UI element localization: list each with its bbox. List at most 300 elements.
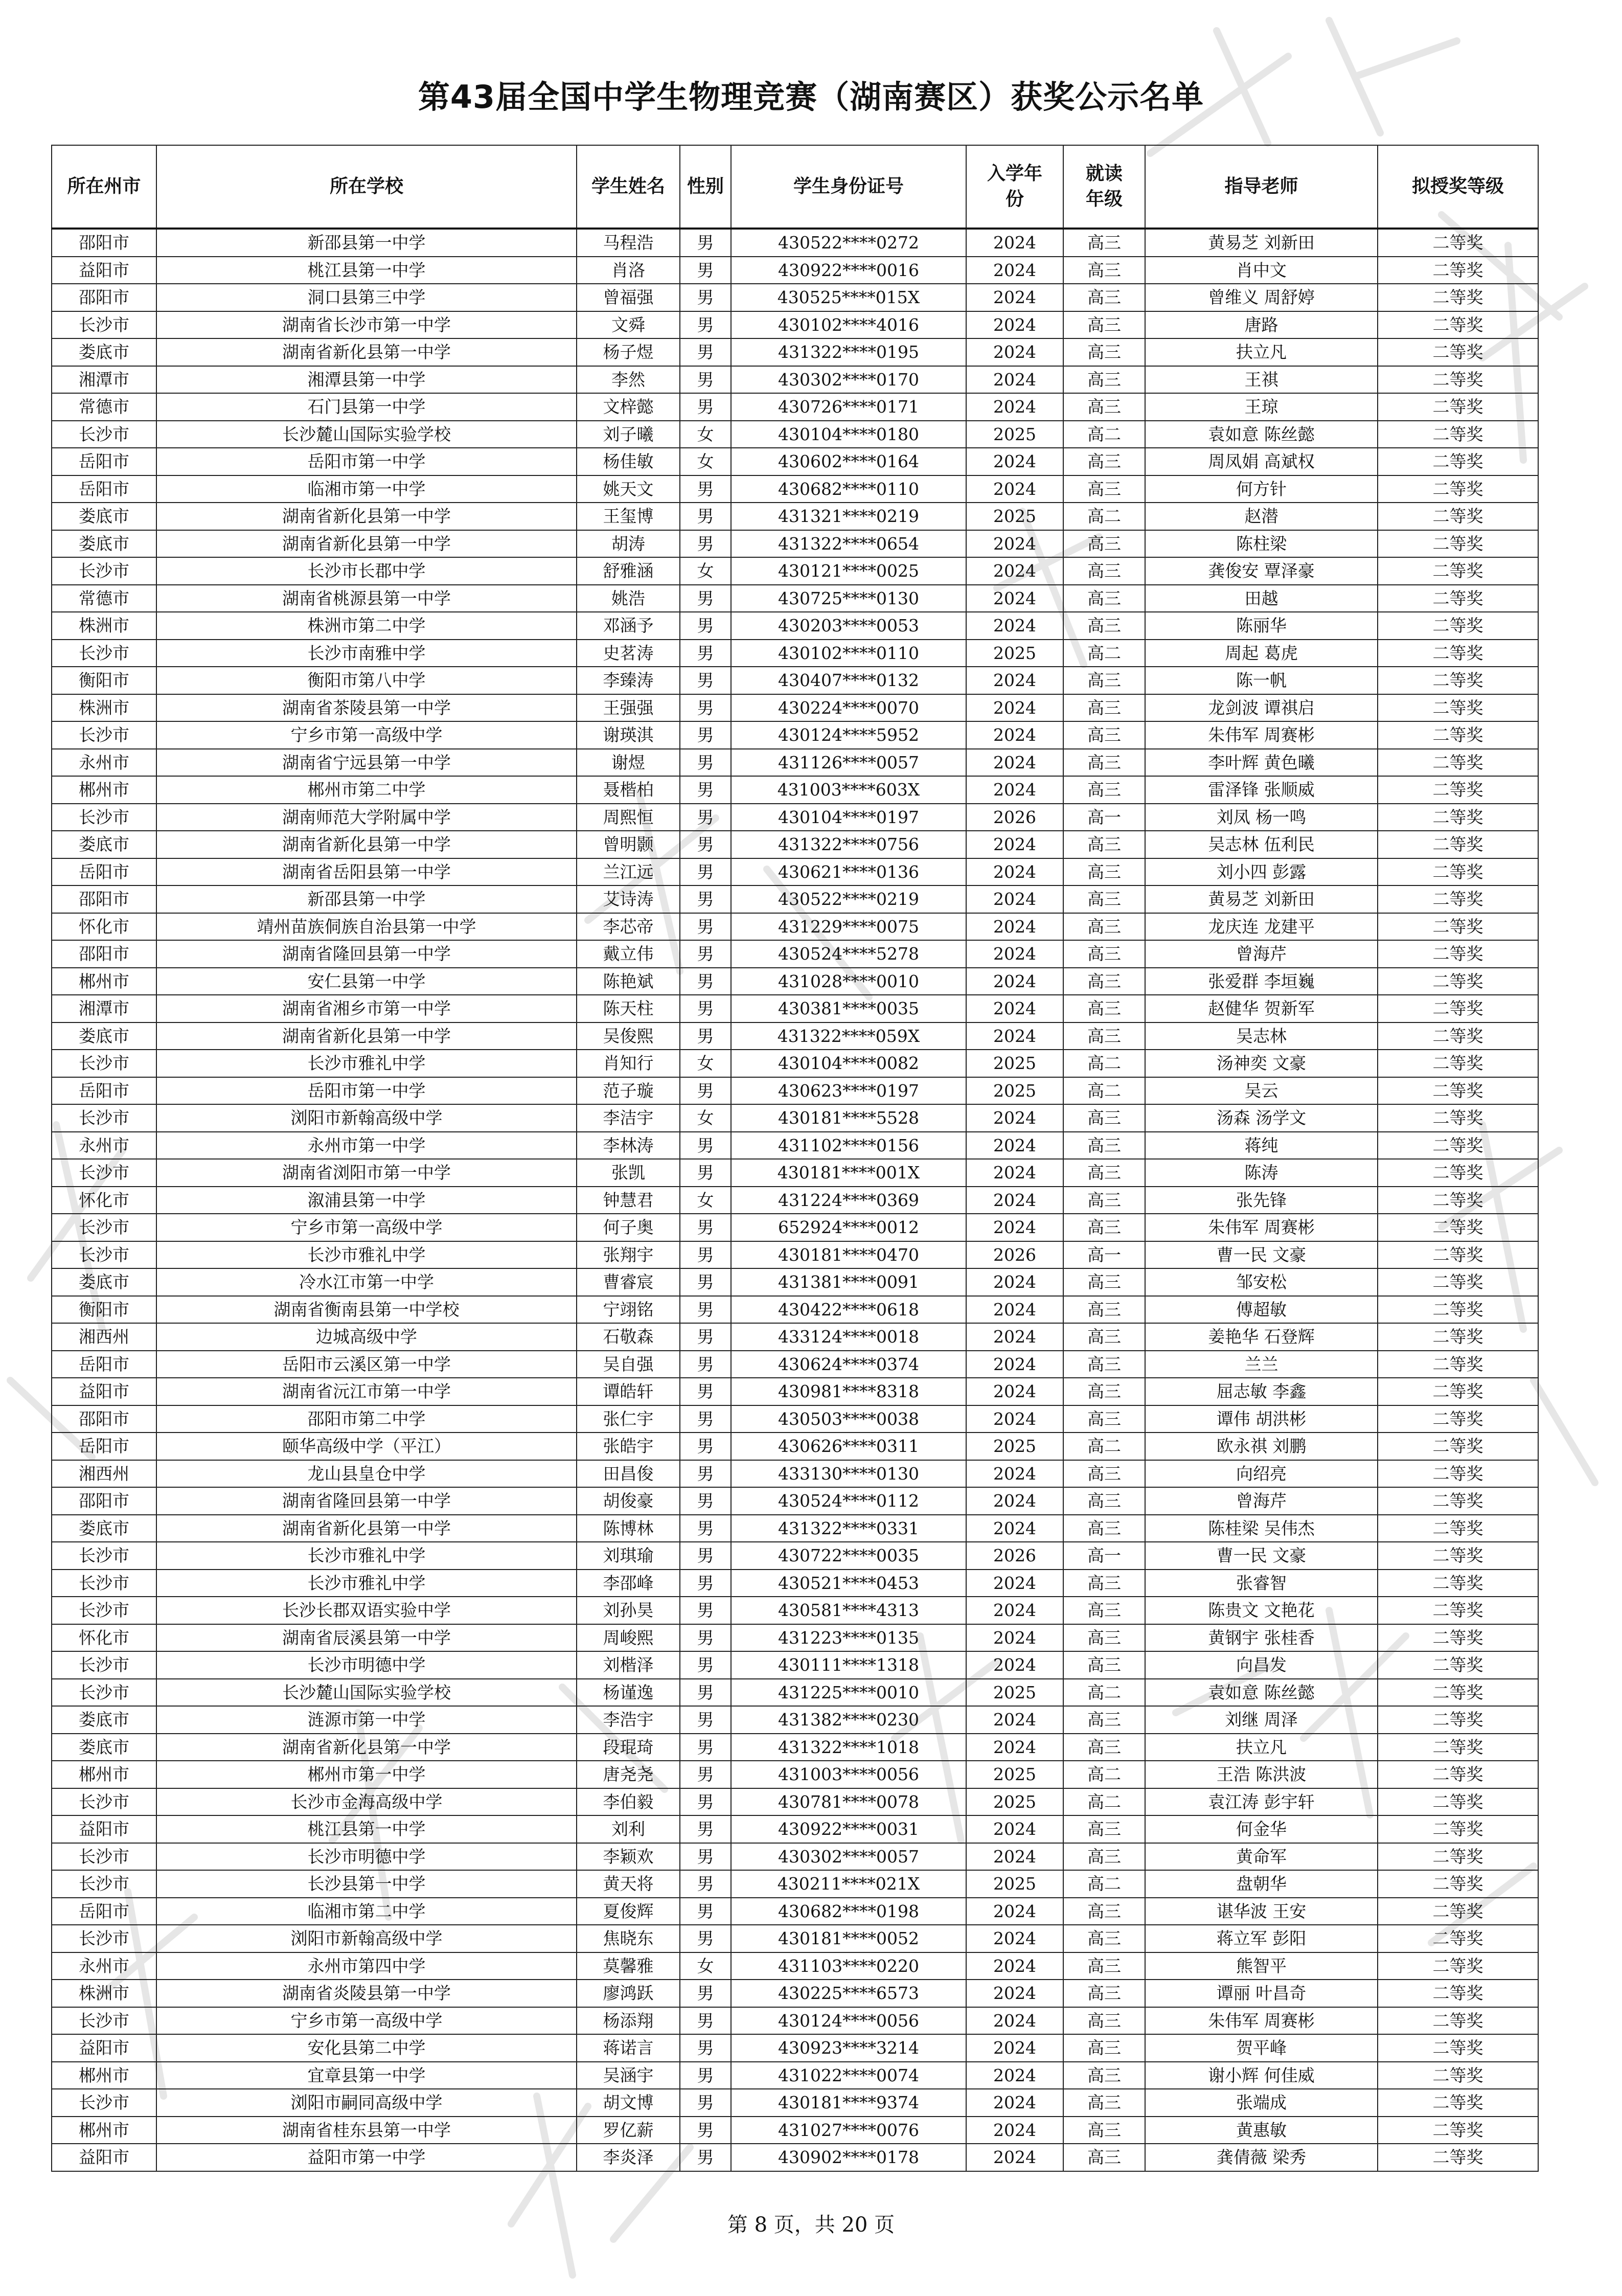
cell-gender: 男 [680, 804, 731, 831]
cell-school: 郴州市第二中学 [156, 776, 577, 804]
table-row [52, 1077, 1538, 1105]
cell-student-name: 艾诗涛 [577, 885, 680, 913]
cell-city: 岳阳市 [52, 1351, 156, 1378]
cell-enroll-year: 2024 [966, 1925, 1063, 1952]
cell-award-level: 二等奖 [1378, 1679, 1538, 1707]
cell-student-name: 刘利 [577, 1815, 680, 1843]
cell-enroll-year: 2024 [966, 2034, 1063, 2062]
cell-grade: 高三 [1063, 2007, 1145, 2035]
cell-school: 安化县第二中学 [156, 2034, 577, 2062]
cell-school: 冷水江市第一中学 [156, 1268, 577, 1296]
table-row [52, 1296, 1538, 1324]
cell-gender: 男 [680, 366, 731, 394]
table-row [52, 1734, 1538, 1761]
cell-student-name: 段琨琦 [577, 1734, 680, 1761]
cell-instructor: 谌华波 王安 [1145, 1898, 1378, 1925]
cell-instructor: 陈贵文 文艳花 [1145, 1597, 1378, 1624]
cell-student-name: 姚天文 [577, 475, 680, 503]
cell-city: 益阳市 [52, 2034, 156, 2062]
cell-grade: 高三 [1063, 995, 1145, 1022]
cell-school: 颐华高级中学（平江） [156, 1433, 577, 1460]
cell-school: 宁乡市第一高级中学 [156, 2007, 577, 2035]
table-row [52, 1323, 1538, 1351]
cell-instructor: 谭伟 胡洪彬 [1145, 1405, 1378, 1433]
cell-student-name: 刘楷泽 [577, 1651, 680, 1679]
cell-gender: 男 [680, 721, 731, 749]
cell-instructor: 兰兰 [1145, 1351, 1378, 1378]
cell-student-name: 李洁宇 [577, 1104, 680, 1132]
cell-gender: 男 [680, 1378, 731, 1405]
cell-id-number: 430602****0164 [731, 448, 966, 475]
cell-student-name: 胡俊豪 [577, 1487, 680, 1515]
cell-school: 溆浦县第一中学 [156, 1187, 577, 1214]
cell-id-number: 431322****1018 [731, 1734, 966, 1761]
table-row [52, 1268, 1538, 1296]
table-row [52, 1788, 1538, 1816]
cell-instructor: 周凤娟 高斌权 [1145, 448, 1378, 475]
cell-gender: 男 [680, 1132, 731, 1160]
cell-grade: 高三 [1063, 1460, 1145, 1488]
cell-award-level: 二等奖 [1378, 612, 1538, 640]
cell-city: 长沙市 [52, 557, 156, 585]
cell-award-level: 二等奖 [1378, 1788, 1538, 1816]
cell-city: 益阳市 [52, 1378, 156, 1405]
cell-grade: 高三 [1063, 776, 1145, 804]
cell-id-number: 431322****0756 [731, 831, 966, 858]
cell-award-level: 二等奖 [1378, 1022, 1538, 1050]
cell-grade: 高三 [1063, 940, 1145, 968]
cell-enroll-year: 2024 [966, 1351, 1063, 1378]
cell-gender: 男 [680, 1022, 731, 1050]
cell-grade: 高二 [1063, 1679, 1145, 1707]
cell-gender: 男 [680, 1925, 731, 1952]
cell-grade: 高二 [1063, 1077, 1145, 1105]
table-row [52, 1022, 1538, 1050]
cell-city: 衡阳市 [52, 667, 156, 694]
cell-school: 长沙市雅礼中学 [156, 1542, 577, 1570]
cell-student-name: 谢瑛淇 [577, 721, 680, 749]
cell-city: 长沙市 [52, 1214, 156, 1241]
cell-school: 桃江县第一中学 [156, 1815, 577, 1843]
cell-city: 长沙市 [52, 1843, 156, 1871]
cell-enroll-year: 2024 [966, 1515, 1063, 1542]
cell-enroll-year: 2024 [966, 1487, 1063, 1515]
cell-grade: 高三 [1063, 885, 1145, 913]
cell-city: 娄底市 [52, 338, 156, 366]
cell-award-level: 二等奖 [1378, 2144, 1538, 2171]
cell-school: 湖南师范大学附属中学 [156, 804, 577, 831]
cell-city: 岳阳市 [52, 858, 156, 886]
cell-student-name: 焦晓东 [577, 1925, 680, 1952]
cell-grade: 高三 [1063, 612, 1145, 640]
cell-gender: 男 [680, 940, 731, 968]
cell-enroll-year: 2025 [966, 1077, 1063, 1105]
cell-student-name: 李伯毅 [577, 1788, 680, 1816]
cell-gender: 女 [680, 421, 731, 448]
cell-student-name: 何子奥 [577, 1214, 680, 1241]
cell-enroll-year: 2024 [966, 1980, 1063, 2007]
cell-instructor: 张先锋 [1145, 1187, 1378, 1214]
cell-enroll-year: 2024 [966, 1187, 1063, 1214]
cell-enroll-year: 2024 [966, 1022, 1063, 1050]
table-row [52, 1159, 1538, 1187]
cell-city: 娄底市 [52, 1268, 156, 1296]
cell-school: 浏阳市新翰高级中学 [156, 1104, 577, 1132]
cell-instructor: 王浩 陈洪波 [1145, 1761, 1378, 1788]
cell-student-name: 舒雅涵 [577, 557, 680, 585]
cell-city: 娄底市 [52, 1734, 156, 1761]
cell-city: 常德市 [52, 585, 156, 612]
cell-student-name: 曾明颢 [577, 831, 680, 858]
cell-school: 长沙麓山国际实验学校 [156, 1679, 577, 1707]
cell-student-name: 杨添翔 [577, 2007, 680, 2035]
cell-id-number: 430203****0053 [731, 612, 966, 640]
cell-instructor: 曾维义 周舒婷 [1145, 284, 1378, 311]
table-row [52, 1570, 1538, 1597]
cell-award-level: 二等奖 [1378, 1132, 1538, 1160]
cell-student-name: 田昌俊 [577, 1460, 680, 1488]
cell-city: 郴州市 [52, 776, 156, 804]
cell-enroll-year: 2026 [966, 804, 1063, 831]
cell-school: 长沙市长郡中学 [156, 557, 577, 585]
table-row [52, 1761, 1538, 1788]
cell-student-name: 谭皓轩 [577, 1378, 680, 1405]
cell-instructor: 扶立凡 [1145, 338, 1378, 366]
cell-grade: 高三 [1063, 721, 1145, 749]
cell-school: 涟源市第一中学 [156, 1706, 577, 1734]
table-row [52, 229, 1538, 257]
cell-student-name: 马程浩 [577, 229, 680, 257]
cell-city: 郴州市 [52, 1761, 156, 1788]
cell-award-level: 二等奖 [1378, 1542, 1538, 1570]
cell-school: 桃江县第一中学 [156, 257, 577, 284]
cell-enroll-year: 2024 [966, 2144, 1063, 2171]
cell-id-number: 430111****1318 [731, 1651, 966, 1679]
cell-school: 浏阳市新翰高级中学 [156, 1925, 577, 1952]
cell-award-level: 二等奖 [1378, 1487, 1538, 1515]
cell-gender: 男 [680, 776, 731, 804]
cell-instructor: 陈桂梁 吴伟杰 [1145, 1515, 1378, 1542]
cell-award-level: 二等奖 [1378, 257, 1538, 284]
cell-enroll-year: 2024 [966, 311, 1063, 339]
cell-school: 湖南省茶陵县第一中学 [156, 694, 577, 722]
cell-student-name: 张凯 [577, 1159, 680, 1187]
cell-school: 湖南省沅江市第一中学 [156, 1378, 577, 1405]
cell-city: 娄底市 [52, 831, 156, 858]
cell-grade: 高三 [1063, 257, 1145, 284]
cell-gender: 男 [680, 968, 731, 995]
cell-award-level: 二等奖 [1378, 284, 1538, 311]
cell-city: 岳阳市 [52, 448, 156, 475]
table-row [52, 1405, 1538, 1433]
cell-id-number: 430211****021X [731, 1870, 966, 1898]
cell-city: 长沙市 [52, 721, 156, 749]
cell-student-name: 夏俊辉 [577, 1898, 680, 1925]
cell-student-name: 陈天柱 [577, 995, 680, 1022]
cell-grade: 高三 [1063, 694, 1145, 722]
cell-student-name: 周熙恒 [577, 804, 680, 831]
cell-enroll-year: 2025 [966, 1679, 1063, 1707]
table-row [52, 2034, 1538, 2062]
cell-student-name: 邓涵予 [577, 612, 680, 640]
cell-id-number: 430626****0311 [731, 1433, 966, 1460]
cell-grade: 高一 [1063, 1542, 1145, 1570]
cell-gender: 女 [680, 1104, 731, 1132]
cell-gender: 男 [680, 858, 731, 886]
cell-instructor: 王祺 [1145, 366, 1378, 394]
table-row [52, 1433, 1538, 1460]
cell-school: 长沙麓山国际实验学校 [156, 421, 577, 448]
table-row [52, 1050, 1538, 1077]
cell-school: 岳阳市云溪区第一中学 [156, 1351, 577, 1378]
table-row [52, 831, 1538, 858]
cell-city: 邵阳市 [52, 229, 156, 257]
cell-gender: 男 [680, 1487, 731, 1515]
cell-award-level: 二等奖 [1378, 1597, 1538, 1624]
cell-award-level: 二等奖 [1378, 1624, 1538, 1652]
cell-instructor: 张爱群 李垣巍 [1145, 968, 1378, 995]
cell-instructor: 袁江涛 彭宇轩 [1145, 1788, 1378, 1816]
cell-grade: 高三 [1063, 530, 1145, 558]
cell-id-number: 430902****0178 [731, 2144, 966, 2171]
cell-gender: 男 [680, 831, 731, 858]
cell-school: 湖南省长沙市第一中学 [156, 311, 577, 339]
cell-gender: 男 [680, 1570, 731, 1597]
cell-enroll-year: 2024 [966, 2007, 1063, 2035]
table-row [52, 475, 1538, 503]
cell-enroll-year: 2024 [966, 694, 1063, 722]
cell-award-level: 二等奖 [1378, 940, 1538, 968]
cell-school: 新邵县第一中学 [156, 229, 577, 257]
table-row [52, 1706, 1538, 1734]
table-row [52, 1843, 1538, 1871]
cell-id-number: 430102****4016 [731, 311, 966, 339]
cell-id-number: 430726****0171 [731, 393, 966, 421]
table-row [52, 2007, 1538, 2035]
cell-gender: 男 [680, 885, 731, 913]
cell-id-number: 431022****0074 [731, 2062, 966, 2089]
cell-grade: 高三 [1063, 831, 1145, 858]
cell-id-number: 430522****0219 [731, 885, 966, 913]
cell-enroll-year: 2024 [966, 1104, 1063, 1132]
cell-city: 永州市 [52, 1132, 156, 1160]
cell-enroll-year: 2024 [966, 338, 1063, 366]
cell-id-number: 430981****8318 [731, 1378, 966, 1405]
cell-instructor: 向昌发 [1145, 1651, 1378, 1679]
cell-school: 湖南省桂东县第一中学 [156, 2117, 577, 2144]
cell-id-number: 430104****0197 [731, 804, 966, 831]
cell-award-level: 二等奖 [1378, 995, 1538, 1022]
cell-grade: 高三 [1063, 858, 1145, 886]
cell-grade: 高一 [1063, 804, 1145, 831]
cell-enroll-year: 2024 [966, 229, 1063, 257]
cell-instructor: 吴志林 伍利民 [1145, 831, 1378, 858]
cell-award-level: 二等奖 [1378, 1815, 1538, 1843]
cell-instructor: 刘继 周泽 [1145, 1706, 1378, 1734]
cell-instructor: 龙剑波 谭祺启 [1145, 694, 1378, 722]
cell-gender: 男 [680, 1241, 731, 1269]
cell-instructor: 谢小辉 何佳威 [1145, 2062, 1378, 2089]
cell-gender: 男 [680, 694, 731, 722]
cell-gender: 男 [680, 612, 731, 640]
cell-instructor: 吴志林 [1145, 1022, 1378, 1050]
cell-city: 益阳市 [52, 1815, 156, 1843]
cell-city: 长沙市 [52, 1241, 156, 1269]
cell-instructor: 蒋纯 [1145, 1132, 1378, 1160]
cell-grade: 高三 [1063, 1214, 1145, 1241]
cell-grade: 高三 [1063, 1706, 1145, 1734]
table-row [52, 1624, 1538, 1652]
table-row [52, 1487, 1538, 1515]
cell-id-number: 431382****0230 [731, 1706, 966, 1734]
table-row [52, 338, 1538, 366]
cell-student-name: 蒋诺言 [577, 2034, 680, 2062]
cell-student-name: 李然 [577, 366, 680, 394]
cell-student-name: 张仁宇 [577, 1405, 680, 1433]
cell-instructor: 张睿智 [1145, 1570, 1378, 1597]
cell-gender: 男 [680, 2117, 731, 2144]
cell-instructor: 朱伟军 周赛彬 [1145, 1214, 1378, 1241]
cell-id-number: 430503****0038 [731, 1405, 966, 1433]
cell-award-level: 二等奖 [1378, 1159, 1538, 1187]
cell-enroll-year: 2024 [966, 885, 1063, 913]
cell-id-number: 430124****0056 [731, 2007, 966, 2035]
cell-gender: 男 [680, 1815, 731, 1843]
cell-school: 安仁县第一中学 [156, 968, 577, 995]
cell-student-name: 胡涛 [577, 530, 680, 558]
cell-school: 湖南省新化县第一中学 [156, 1515, 577, 1542]
cell-school: 边城高级中学 [156, 1323, 577, 1351]
cell-grade: 高三 [1063, 366, 1145, 394]
cell-gender: 男 [680, 530, 731, 558]
cell-award-level: 二等奖 [1378, 1870, 1538, 1898]
cell-student-name: 钟慧君 [577, 1187, 680, 1214]
cell-city: 永州市 [52, 1952, 156, 1980]
cell-gender: 男 [680, 640, 731, 667]
cell-award-level: 二等奖 [1378, 1570, 1538, 1597]
cell-student-name: 聂楷柏 [577, 776, 680, 804]
cell-id-number: 431223****0135 [731, 1624, 966, 1652]
cell-instructor: 汤森 汤学文 [1145, 1104, 1378, 1132]
cell-instructor: 陈一帆 [1145, 667, 1378, 694]
cell-gender: 男 [680, 1651, 731, 1679]
cell-student-name: 杨谨逸 [577, 1679, 680, 1707]
table-row [52, 1870, 1538, 1898]
cell-instructor: 肖中文 [1145, 257, 1378, 284]
cell-city: 邵阳市 [52, 1487, 156, 1515]
table-row [52, 1651, 1538, 1679]
cell-gender: 男 [680, 1734, 731, 1761]
cell-instructor: 何金华 [1145, 1815, 1378, 1843]
cell-city: 郴州市 [52, 968, 156, 995]
cell-enroll-year: 2024 [966, 1843, 1063, 1871]
table-row [52, 721, 1538, 749]
cell-gender: 男 [680, 1433, 731, 1460]
cell-id-number: 430524****5278 [731, 940, 966, 968]
cell-student-name: 刘孙昊 [577, 1597, 680, 1624]
cell-id-number: 431225****0010 [731, 1679, 966, 1707]
table-row [52, 995, 1538, 1022]
cell-city: 岳阳市 [52, 1433, 156, 1460]
cell-student-name: 谢煜 [577, 749, 680, 777]
cell-enroll-year: 2024 [966, 1378, 1063, 1405]
cell-award-level: 二等奖 [1378, 1050, 1538, 1077]
table-row [52, 2144, 1538, 2171]
cell-gender: 男 [680, 503, 731, 530]
cell-award-level: 二等奖 [1378, 421, 1538, 448]
cell-grade: 高二 [1063, 503, 1145, 530]
cell-instructor: 姜艳华 石登辉 [1145, 1323, 1378, 1351]
page-footer: 第 8 页，共 20 页 [727, 2213, 895, 2237]
cell-gender: 男 [680, 1405, 731, 1433]
cell-enroll-year: 2025 [966, 1433, 1063, 1460]
cell-id-number: 430725****0130 [731, 585, 966, 612]
cell-grade: 高三 [1063, 2062, 1145, 2089]
cell-award-level: 二等奖 [1378, 2062, 1538, 2089]
cell-award-level: 二等奖 [1378, 1296, 1538, 1324]
cell-award-level: 二等奖 [1378, 749, 1538, 777]
cell-city: 衡阳市 [52, 1296, 156, 1324]
table-row [52, 2062, 1538, 2089]
cell-id-number: 430521****0453 [731, 1570, 966, 1597]
cell-grade: 高三 [1063, 475, 1145, 503]
cell-grade: 高三 [1063, 1515, 1145, 1542]
cell-student-name: 刘琪瑜 [577, 1542, 680, 1570]
table-row [52, 366, 1538, 394]
table-row [52, 1898, 1538, 1925]
cell-student-name: 廖鸿跃 [577, 1980, 680, 2007]
cell-award-level: 二等奖 [1378, 1651, 1538, 1679]
cell-instructor: 吴云 [1145, 1077, 1378, 1105]
table-row [52, 585, 1538, 612]
cell-school: 衡阳市第八中学 [156, 667, 577, 694]
cell-enroll-year: 2024 [966, 2089, 1063, 2117]
cell-student-name: 罗亿薪 [577, 2117, 680, 2144]
table-row [52, 1241, 1538, 1269]
cell-gender: 男 [680, 1788, 731, 1816]
cell-gender: 女 [680, 557, 731, 585]
table-row [52, 858, 1538, 886]
cell-city: 长沙市 [52, 1925, 156, 1952]
cell-gender: 男 [680, 1460, 731, 1488]
cell-id-number: 430522****0272 [731, 229, 966, 257]
cell-id-number: 431322****0331 [731, 1515, 966, 1542]
cell-award-level: 二等奖 [1378, 475, 1538, 503]
cell-city: 邵阳市 [52, 885, 156, 913]
cell-school: 湖南省隆回县第一中学 [156, 1487, 577, 1515]
cell-gender: 女 [680, 1187, 731, 1214]
cell-enroll-year: 2024 [966, 1597, 1063, 1624]
cell-instructor: 黄命军 [1145, 1843, 1378, 1871]
cell-instructor: 袁如意 陈丝懿 [1145, 1679, 1378, 1707]
cell-enroll-year: 2025 [966, 1761, 1063, 1788]
cell-id-number: 431103****0220 [731, 1952, 966, 1980]
cell-grade: 高三 [1063, 1022, 1145, 1050]
cell-gender: 男 [680, 2062, 731, 2089]
cell-enroll-year: 2024 [966, 1268, 1063, 1296]
cell-city: 常德市 [52, 393, 156, 421]
cell-enroll-year: 2025 [966, 1788, 1063, 1816]
cell-instructor: 熊智平 [1145, 1952, 1378, 1980]
cell-enroll-year: 2024 [966, 393, 1063, 421]
cell-award-level: 二等奖 [1378, 804, 1538, 831]
cell-student-name: 戴立伟 [577, 940, 680, 968]
cell-school: 湖南省湘乡市第一中学 [156, 995, 577, 1022]
cell-instructor: 屈志敏 李鑫 [1145, 1378, 1378, 1405]
cell-gender: 男 [680, 2034, 731, 2062]
cell-student-name: 王强强 [577, 694, 680, 722]
cell-student-name: 肖洛 [577, 257, 680, 284]
